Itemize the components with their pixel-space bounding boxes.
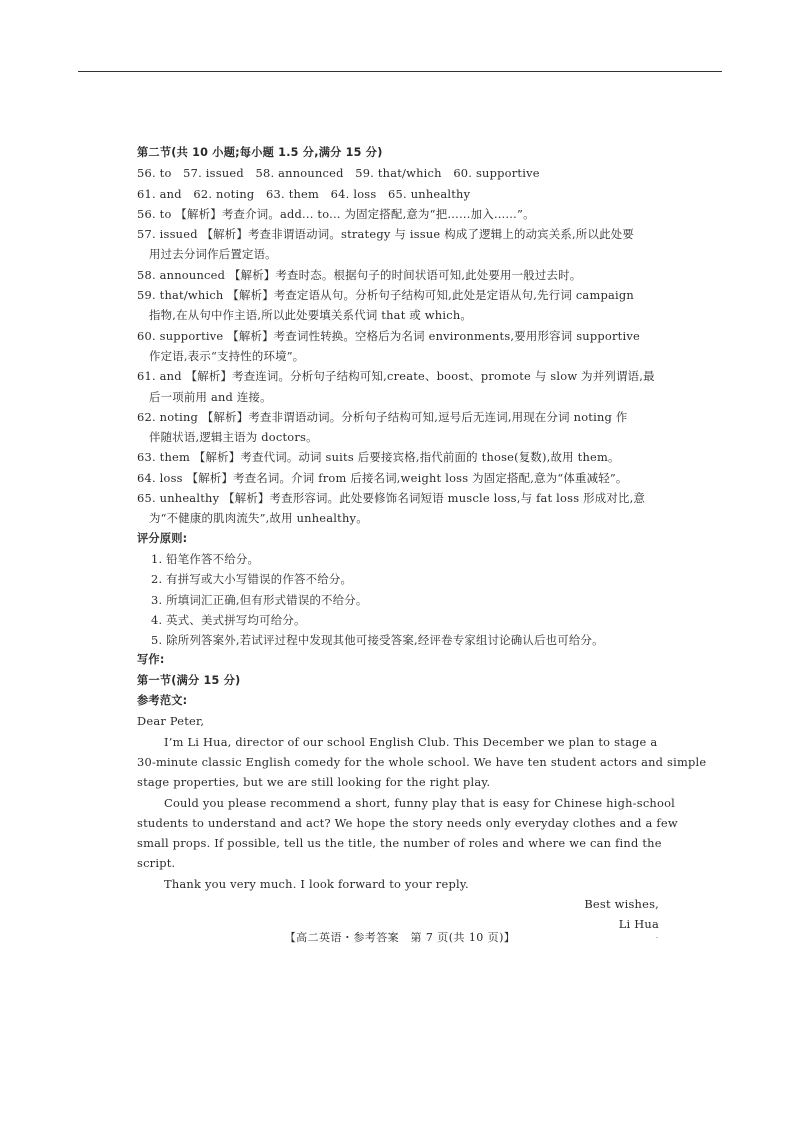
explanation-line: 指物,在从句中作主语,所以此处要填关系代词 that 或 which。 [149, 308, 473, 323]
explanation-60 [137, 326, 665, 367]
grading-list [137, 549, 665, 650]
sample-essay-heading: 参考范文: [137, 694, 188, 708]
explanation-65 [137, 488, 665, 529]
grading-item: 1. 铅笔作答不给分。 [151, 551, 260, 566]
explanation-line: 57. issued 【解析】考查非谓语动词。strategy 与 issue 构成了逻辑上的动宾关系,所以此处要 [137, 227, 634, 242]
grading-item: 4. 英式、美式拼写均可给分。 [151, 612, 306, 627]
explanation-line: 63. them 【解析】考查代词。动词 suits 后要接宾格,指代前面的 those(复数),故用 them。 [137, 450, 620, 465]
explanation-line: 作定语,表示“支持性的环境”。 [149, 348, 305, 363]
explanation-62 [137, 407, 665, 448]
letter-paragraph-3 [137, 874, 665, 894]
explanation-64 [137, 468, 665, 488]
letter-line: small props. If possible, tell us the title, the number of roles and where we can find the [137, 836, 662, 851]
grading-item: 3. 所填词汇正确,但有形式错误的不给分。 [151, 592, 368, 607]
writing-section-heading: 第一节(满分 15 分) [137, 673, 241, 687]
explanation-59 [137, 285, 665, 326]
letter-line: Thank you very much. I look forward to your reply. [164, 876, 469, 891]
explanation-line: 后一项前用 and 连接。 [149, 389, 272, 404]
letter-line: stage properties, but we are still looking for the right play. [137, 775, 491, 790]
explanation-line: 64. loss 【解析】考查名词。介词 from 后接名词,weight loss 为固定搭配,意为“体重减轻”。 [137, 470, 628, 485]
explanation-63 [137, 447, 665, 467]
grading-heading: 评分原则: [137, 531, 188, 545]
letter-line: I’m Li Hua, director of our school English Club. This December we plan to stage a [164, 734, 658, 749]
letter-paragraph-2 [137, 793, 678, 874]
section2-heading: 第二节(共 10 小题;每小题 1.5 分,满分 15 分) [137, 146, 383, 159]
explanation-line: 为“不健康的肌肉流失”,故用 unhealthy。 [149, 511, 368, 526]
explanation-line: 60. supportive 【解析】考查词性转换。空格后为名词 environments,要用形容词 supportive [137, 328, 640, 343]
explanation-56 [137, 204, 665, 224]
explanation-61 [137, 366, 665, 407]
letter-line: Could you please recommend a short, funny play that is easy for Chinese high-school [164, 795, 676, 810]
letter-closing: Best wishes, [584, 896, 659, 911]
explanation-line: 伴随状语,逻辑主语为 doctors。 [149, 430, 318, 445]
scan-speck [656, 937, 658, 938]
letter-line: students to understand and act? We hope the story needs only everyday clothes and a few [137, 815, 678, 830]
letter-line: script. [137, 856, 176, 871]
explanation-line: 用过去分词作后置定语。 [149, 247, 277, 262]
top-rule [78, 71, 722, 72]
letter-paragraph-1 [137, 732, 707, 793]
letter-signature: Li Hua [618, 917, 659, 932]
explanation-line: 59. that/which 【解析】考查定语从句。分析句子结构可知,此处是定语从句,先行词 campaign [137, 288, 634, 303]
explanation-line: 58. announced 【解析】考查时态。根据句子的时间状语可知,此处要用一般过去时。 [137, 267, 582, 282]
grading-item: 2. 有拼写或大小写错误的作答不给分。 [151, 572, 353, 587]
explanation-line: 56. to 【解析】考查介词。add... to... 为固定搭配,意为“把……加入……”。 [137, 206, 535, 221]
explanation-57 [137, 224, 665, 265]
answer-key-content [137, 143, 707, 935]
sample-letter [137, 711, 707, 934]
explanation-58 [137, 265, 665, 285]
page-footer: 【高二英语・参考答案 第 7 页(共 10 页)】 [284, 931, 516, 944]
writing-heading: 写作: [137, 653, 165, 667]
explanation-line: 62. noting 【解析】考查非谓语动词。分析句子结构可知,逗号后无连词,用现在分词 noting 作 [137, 409, 628, 424]
letter-greeting: Dear Peter, [137, 714, 205, 729]
explanation-line: 65. unhealthy 【解析】考查形容词。此处要修饰名词短语 muscle loss,与 fat loss 形成对比,意 [137, 491, 646, 506]
grading-item: 5. 除所列答案外,若试评过程中发现其他可接受答案,经评卷专家组讨论确认后也可给分。 [151, 633, 604, 648]
answers-row-2: 61. and 62. noting 63. them 64. loss 65. unhealthy [137, 186, 471, 201]
answers-row-1: 56. to 57. issued 58. announced 59. that/which 60. supportive [137, 166, 540, 181]
letter-line: 30-minute classic English comedy for the whole school. We have ten student actors and simple [137, 754, 707, 769]
explanations-list [137, 204, 665, 529]
explanation-line: 61. and 【解析】考查连词。分析句子结构可知,create、boost、promote 与 slow 为并列谓语,最 [137, 369, 655, 384]
